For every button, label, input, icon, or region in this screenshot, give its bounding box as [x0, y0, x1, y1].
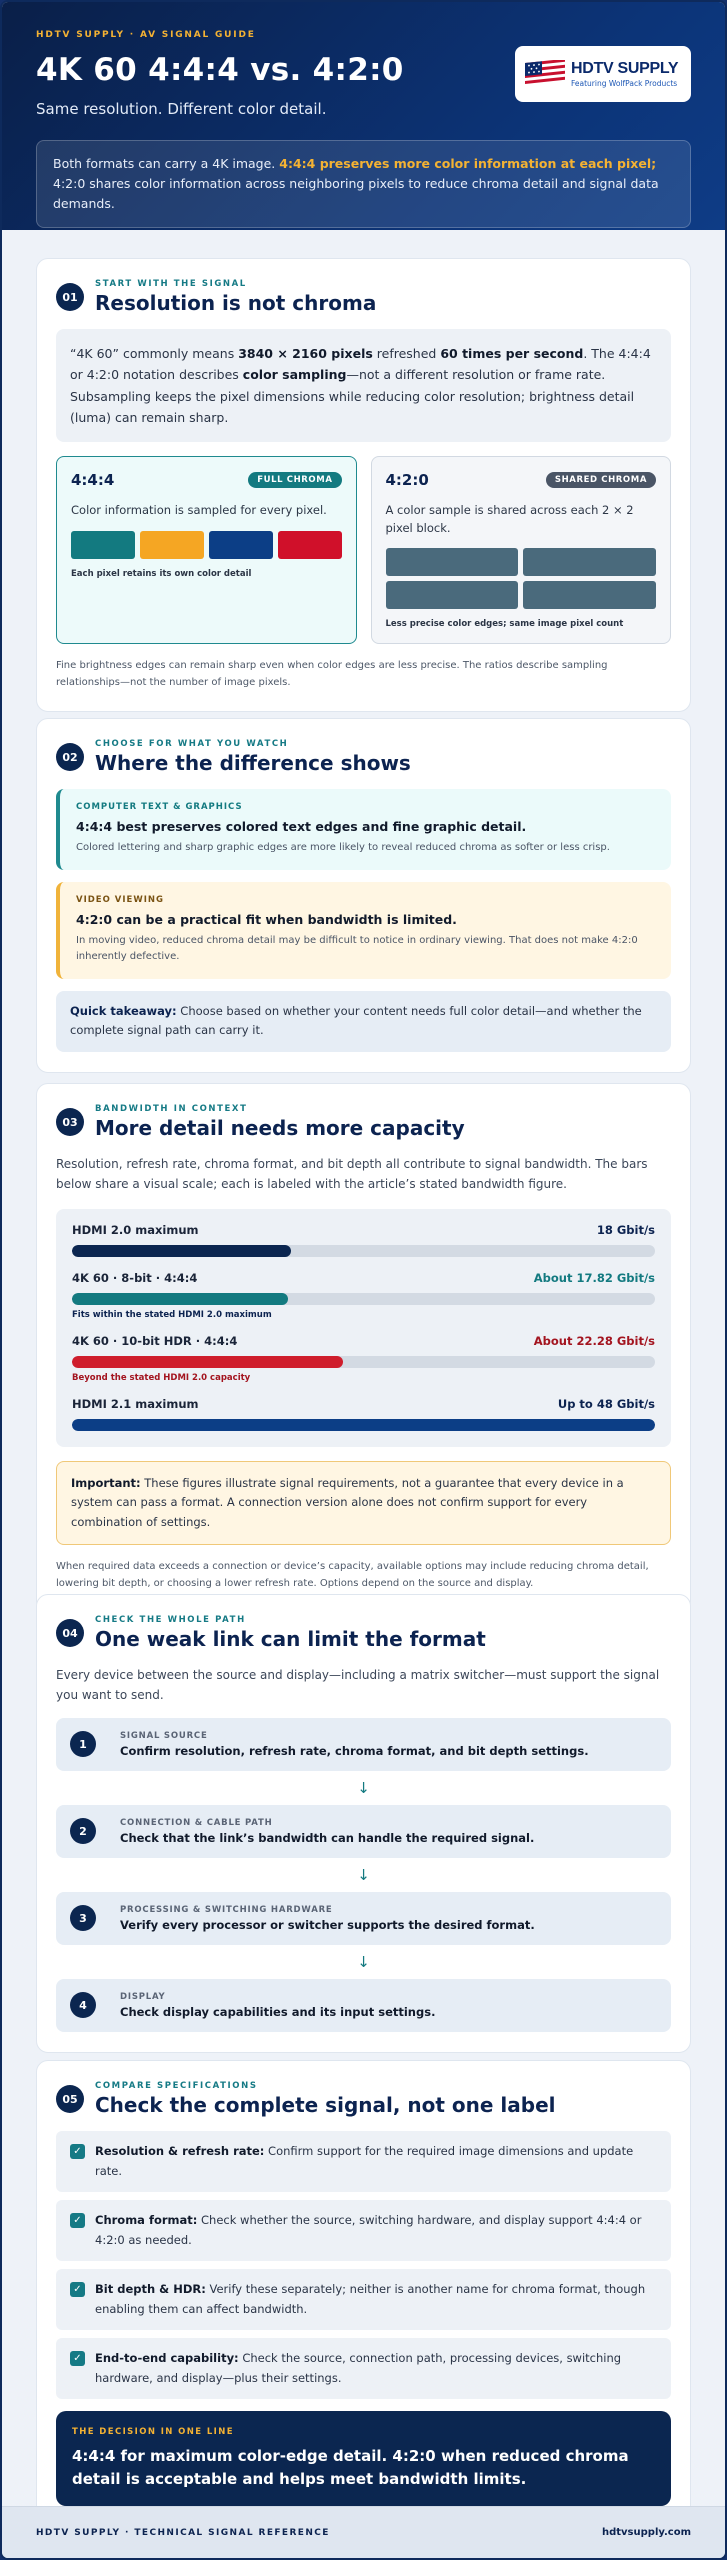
step-number: 2: [70, 1818, 96, 1844]
card-444: [56, 456, 357, 644]
checkmark-icon: ✓: [70, 2351, 85, 2366]
section-number: 03: [56, 1108, 84, 1136]
step-number: 4: [70, 1992, 96, 2018]
note-heading: 4:4:4 best preserves colored text edges and fine graphic detail.: [76, 819, 527, 834]
step-text: Check that the link’s bandwidth can handle the required signal.: [120, 1830, 535, 1845]
page-subtitle: Same resolution. Different color detail.: [36, 100, 327, 118]
shared-block: [386, 581, 519, 609]
page-title: 4K 60 4:4:4 vs. 4:2:0: [36, 52, 404, 88]
resolution-callout: [56, 329, 671, 442]
check-text: Check whether the source, switching hardware, and display support 4:4:4 or 4:2:0 as needed.: [95, 2213, 642, 2247]
section-difference: [36, 718, 691, 1073]
takeaway-label: Quick takeaway:: [70, 1003, 177, 1018]
checklist-item: [56, 2200, 671, 2261]
bar-track: [72, 1356, 655, 1368]
checkmark-icon: ✓: [70, 2282, 85, 2297]
shared-chroma-blocks: [386, 548, 657, 609]
check-label: Bit depth & HDR:: [95, 2282, 206, 2297]
checklist-item: [56, 2131, 671, 2192]
step-text: Confirm resolution, refresh rate, chroma format, and bit depth settings.: [120, 1743, 589, 1758]
logo-tagline: Featuring WolfPack Products: [571, 79, 678, 88]
note-text: In moving video, reduced chroma detail may be difficult to notice in ordinary viewing. That does not make 4:2:0 inherently defective.: [76, 934, 638, 962]
path-step-display: [56, 1979, 671, 2032]
color-swatch-red: [278, 531, 342, 559]
footer-site-link[interactable]: hdtvsupply.com: [601, 2527, 691, 2538]
color-swatch-blue: [209, 531, 273, 559]
check-label: Resolution & refresh rate:: [95, 2144, 265, 2158]
section-kicker: BANDWIDTH IN CONTEXT: [95, 1104, 248, 1114]
bar-fill: [72, 1356, 343, 1368]
bar-track: [72, 1293, 655, 1305]
bar-fill: [72, 1245, 291, 1257]
warning-label: Important:: [71, 1475, 141, 1490]
us-flag-icon: [525, 60, 565, 88]
step-number: 1: [70, 1731, 96, 1757]
section-number: 01: [56, 283, 84, 311]
bar-row: [72, 1397, 655, 1431]
bar-label: HDMI 2.0 maximum: [72, 1222, 199, 1237]
note-kicker: COMPUTER TEXT & GRAPHICS: [76, 802, 243, 812]
check-text: Verify these separately; neither is another name for chroma format, though enabling them can affect bandwidth.: [95, 2282, 646, 2316]
quick-takeaway: [56, 991, 671, 1052]
intro-text-pre: Both formats can carry a 4K image.: [53, 156, 280, 171]
intro-note: [36, 140, 691, 228]
bar-track: [72, 1419, 655, 1431]
step-text: Verify every processor or switcher supports the desired format.: [120, 1917, 535, 1932]
brand-logo[interactable]: [515, 46, 691, 102]
callout-text: refreshed: [372, 346, 441, 361]
chroma-comparison: [56, 456, 671, 644]
path-step-processing: [56, 1892, 671, 1945]
step-kicker: CONNECTION & CABLE PATH: [120, 1817, 273, 1828]
section-header: [56, 739, 671, 775]
checklist-item: [56, 2338, 671, 2399]
shared-block: [523, 581, 656, 609]
check-text: Confirm support for the required image dimensions and update rate.: [95, 2144, 634, 2178]
bar-value: About 22.28 Gbit/s: [533, 1333, 655, 1348]
bar-note: Beyond the stated HDMI 2.0 capacity: [72, 1372, 251, 1383]
checkmark-icon: ✓: [70, 2213, 85, 2228]
check-text: Check the source, connection path, processing devices, switching hardware, and display—plus their settings.: [95, 2351, 622, 2385]
bar-value: 18 Gbit/s: [596, 1222, 655, 1237]
section-kicker: START WITH THE SIGNAL: [95, 279, 247, 289]
step-text: Check display capabilities and its input settings.: [120, 2004, 436, 2019]
note-heading: 4:2:0 can be a practical fit when bandwidth is limited.: [76, 911, 457, 927]
section-number: 02: [56, 743, 84, 771]
note-text: Colored lettering and sharp graphic edges are more likely to reveal reduced chroma as softer or less crisp.: [76, 842, 610, 853]
card-420: [371, 456, 672, 644]
bar-note: Fits within the stated HDMI 2.0 maximum: [72, 1309, 272, 1320]
intro-text-post: 4:2:0 shares color information across neighboring pixels to reduce chroma detail and signal data demands.: [53, 176, 659, 211]
shared-block: [386, 548, 519, 576]
shared-block: [523, 548, 656, 576]
callout-bold: 3840 × 2160 pixels: [238, 346, 373, 361]
section-kicker: CHOOSE FOR WHAT YOU WATCH: [95, 739, 289, 749]
decision-text: 4:4:4 for maximum color-edge detail. 4:2:0 when reduced chroma detail is acceptable and helps meet bandwidth limits.: [72, 2447, 629, 2488]
step-number: 3: [70, 1905, 96, 1931]
bandwidth-intro: Resolution, refresh rate, chroma format, and bit depth all contribute to signal bandwidth. The bars below share a visual scale; each is labeled with the article’s stated bandwidth figure.: [56, 1157, 648, 1192]
bar-label: 4K 60 · 8-bit · 4:4:4: [72, 1270, 198, 1285]
down-arrow-icon: ↓: [357, 1952, 370, 1971]
section-title: More detail needs more capacity: [95, 1116, 465, 1140]
check-label: End-to-end capability:: [95, 2351, 239, 2366]
section-title: Where the difference shows: [95, 751, 411, 775]
decision-banner: [56, 2411, 671, 2506]
bar-label: 4K 60 · 10-bit HDR · 4:4:4: [72, 1333, 238, 1348]
down-arrow-icon: ↓: [357, 1778, 370, 1797]
down-arrow-icon: ↓: [357, 1865, 370, 1884]
card-444-foot: Each pixel retains its own color detail: [71, 569, 252, 580]
section-resolution: [36, 258, 691, 712]
page-footer: [2, 2506, 725, 2558]
section-header: [56, 2081, 671, 2117]
bar-track: [72, 1245, 655, 1257]
callout-bold: color sampling: [242, 367, 347, 383]
intro-highlight: 4:4:4 preserves more color information at each pixel;: [279, 156, 657, 171]
check-label: Chroma format:: [95, 2213, 198, 2228]
bar-row: [72, 1223, 655, 1257]
full-chroma-badge: FULL CHROMA: [248, 472, 341, 488]
bar-label: HDMI 2.1 maximum: [72, 1396, 199, 1411]
step-kicker: DISPLAY: [120, 1991, 166, 2002]
warning-text: These figures illustrate signal requirements, not a guarantee that every device in a system can pass a format. A connection version alone does not confirm support for every combination of settings.: [71, 1475, 624, 1529]
bandwidth-bars: [56, 1209, 671, 1447]
path-step-connection: [56, 1805, 671, 1858]
note-computer-graphics: [56, 789, 671, 870]
section-title: Check the complete signal, not one label: [95, 2093, 556, 2117]
decision-kicker: THE DECISION IN ONE LINE: [72, 2427, 234, 2438]
note-video-viewing: [56, 882, 671, 979]
callout-text: . The 4:4:4 or 4:2:0 notation describes: [70, 346, 651, 383]
card-420-foot: Less precise color edges; same image pixel count: [385, 618, 624, 629]
header-eyebrow: HDTV SUPPLY · AV SIGNAL GUIDE: [36, 30, 256, 40]
section-footnote: Fine brightness edges can remain sharp even when color edges are less precise. The ratios describe sampling relationships—not the number of image pixels.: [56, 660, 608, 688]
callout-text: —not a different resolution or frame rate. Subsampling keeps the pixel dimensions while reducing color resolution; brightness detail (luma) can remain sharp.: [70, 367, 635, 425]
section-number: 05: [56, 2085, 84, 2113]
card-420-label: 4:2:0: [385, 471, 429, 489]
color-swatch-teal: [71, 531, 135, 559]
hero-header: [2, 2, 725, 230]
color-swatch-amber: [140, 531, 204, 559]
card-444-label: 4:4:4: [71, 471, 115, 489]
bar-row: [72, 1271, 655, 1320]
section-footnote: When required data exceeds a connection or device’s capacity, available options may include reducing chroma detail, lowering bit depth, or choosing a lower refresh rate. Options depend on the source and display.: [56, 1561, 649, 1589]
step-kicker: PROCESSING & SWITCHING HARDWARE: [120, 1904, 333, 1915]
section-bandwidth: [36, 1083, 691, 1613]
takeaway-text: Choose based on whether your content needs full color detail—and whether the complete signal path can carry it.: [70, 1003, 642, 1038]
section-signal-path: [36, 1594, 691, 2053]
checkmark-icon: ✓: [70, 2144, 85, 2159]
section-specifications: [36, 2060, 691, 2527]
bar-fill: [72, 1293, 288, 1305]
section-number: 04: [56, 1619, 84, 1647]
logo-name: HDTV SUPPLY: [571, 60, 679, 77]
note-kicker: VIDEO VIEWING: [76, 894, 164, 905]
callout-bold: 60 times per second: [440, 346, 584, 361]
card-444-desc: Color information is sampled for every pixel.: [71, 503, 327, 517]
section-header: [56, 279, 671, 315]
bar-row: [72, 1334, 655, 1383]
section-title: One weak link can limit the format: [95, 1627, 486, 1651]
section-kicker: CHECK THE WHOLE PATH: [95, 1615, 246, 1625]
section-header: [56, 1104, 671, 1140]
full-chroma-swatches: [71, 531, 342, 559]
shared-chroma-badge: SHARED CHROMA: [546, 472, 656, 488]
step-kicker: SIGNAL SOURCE: [120, 1730, 208, 1741]
card-420-desc: A color sample is shared across each 2 × 2 pixel block.: [385, 503, 634, 536]
path-intro: Every device between the source and display—including a matrix switcher—must support the signal you want to send.: [56, 1668, 660, 1703]
path-step-source: [56, 1718, 671, 1771]
bar-value: Up to 48 Gbit/s: [557, 1396, 655, 1411]
section-kicker: COMPARE SPECIFICATIONS: [95, 2081, 258, 2091]
callout-text: “4K 60” commonly means: [70, 346, 239, 361]
bar-value: About 17.82 Gbit/s: [533, 1270, 655, 1285]
important-warning: [56, 1461, 671, 1546]
section-header: [56, 1615, 671, 1651]
bar-fill: [72, 1419, 655, 1431]
footer-label: HDTV SUPPLY · TECHNICAL SIGNAL REFERENCE: [36, 2527, 330, 2538]
section-title: Resolution is not chroma: [95, 291, 377, 315]
checklist-item: [56, 2269, 671, 2330]
